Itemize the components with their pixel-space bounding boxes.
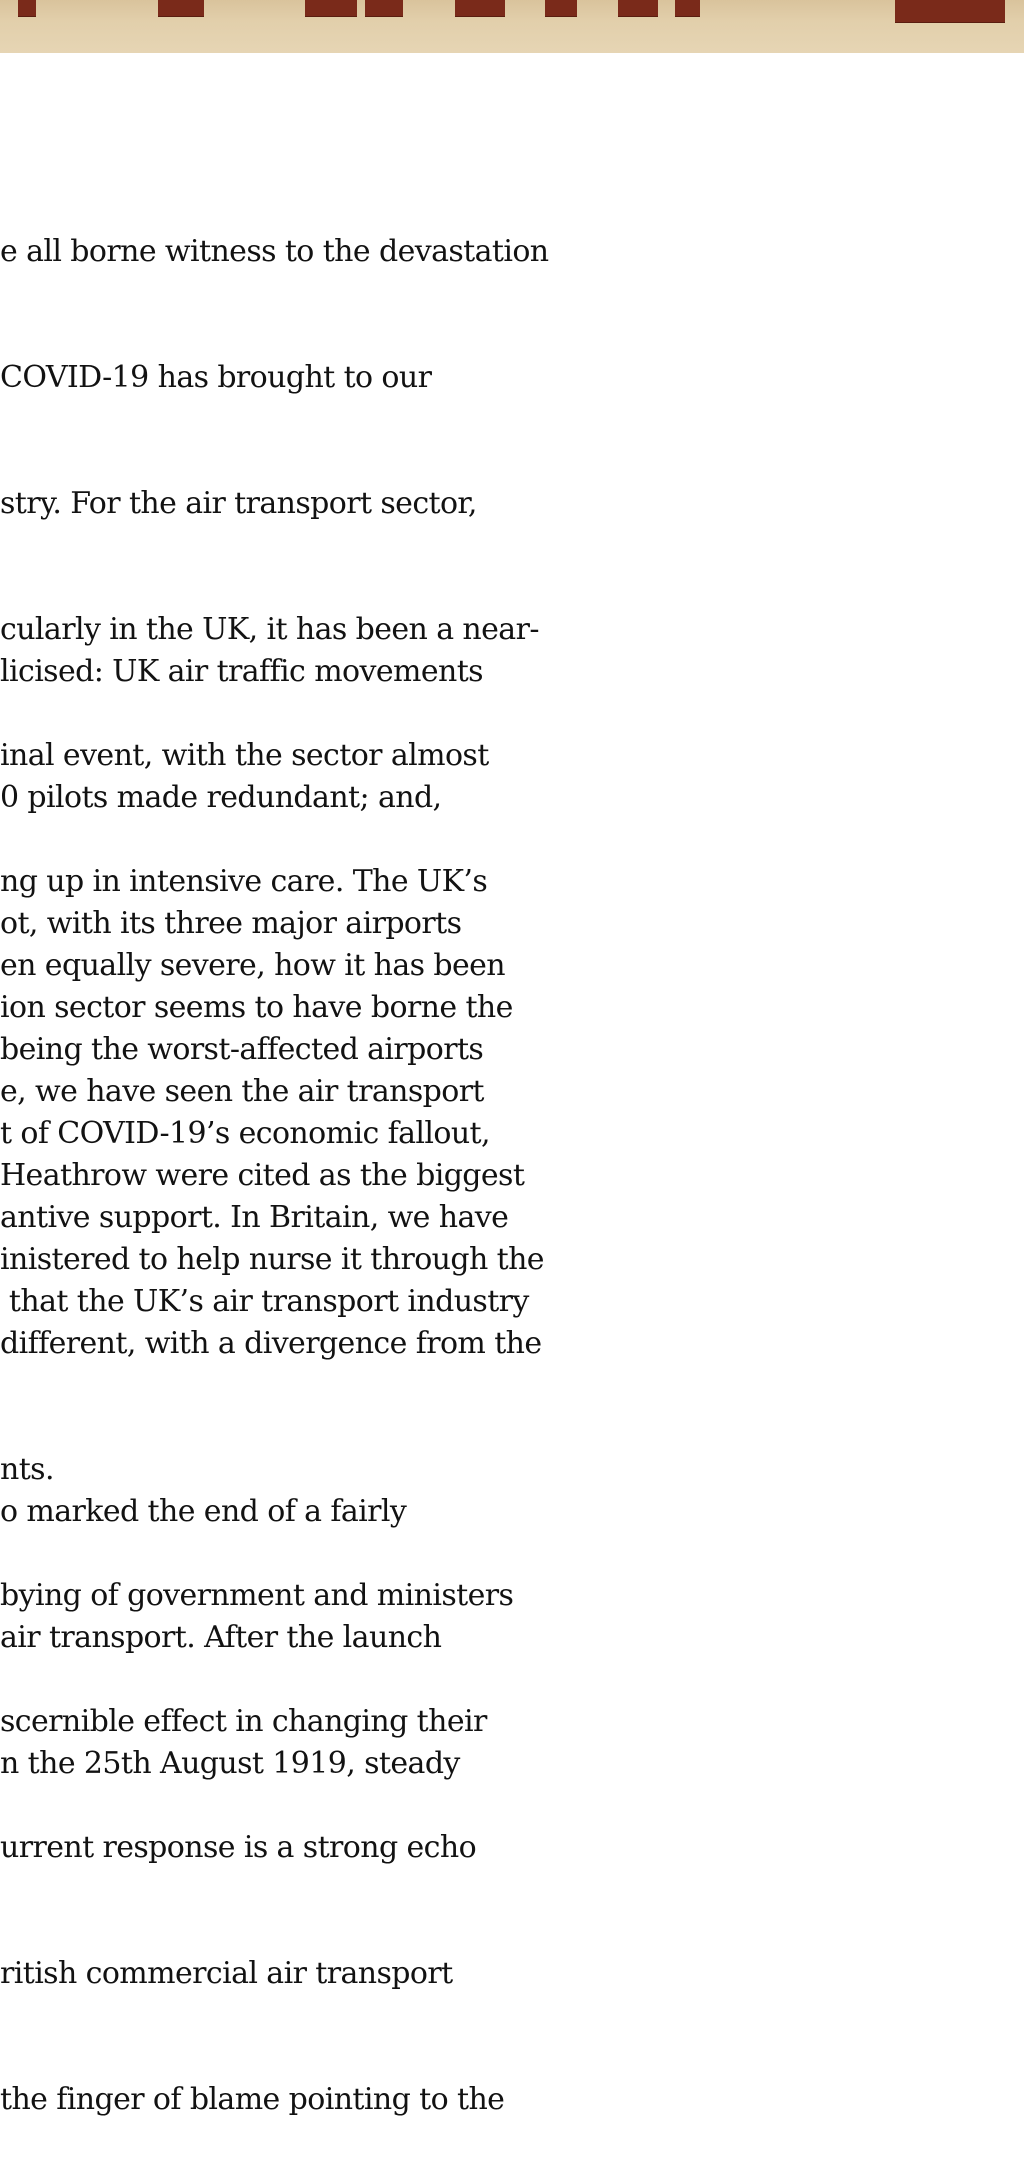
text-line: ion sector seems to have borne the (0, 990, 513, 1025)
text-line: bying of government and ministers (0, 1578, 514, 1613)
beach-hut (18, 0, 36, 17)
beach-hut (455, 0, 505, 17)
text-line: t of COVID-19’s economic fallout, (0, 1116, 490, 1151)
text-line: different, with a divergence from the (0, 1326, 542, 1361)
text-line: Heathrow were cited as the biggest (0, 1158, 525, 1193)
text-line: e all borne witness to the devastation (0, 234, 549, 269)
text-line: ritish commercial air transport (0, 1956, 453, 1991)
text-line: air transport. After the launch (0, 1620, 442, 1655)
text-line: n the 25th August 1919, steady (0, 1746, 460, 1781)
beach-hut (675, 0, 700, 17)
text-line: e, we have seen the air transport (0, 1074, 484, 1109)
text-line: urrent response is a strong echo (0, 1830, 477, 1865)
text-line: that the UK’s air transport industry (0, 1284, 529, 1319)
beach-hut (158, 0, 204, 17)
text-line: inistered to help nurse it through the (0, 1242, 544, 1277)
article-paragraph-4 (0, 1407, 460, 1827)
text-line: scernible effect in changing their (0, 1704, 487, 1739)
text-line: antive support. In Britain, we have (0, 1200, 509, 1235)
beach-hut (545, 0, 577, 17)
text-line: being the worst-affected airports (0, 1032, 484, 1067)
beach-hut (895, 0, 1005, 23)
text-line: cularly in the UK, it has been a near- (0, 612, 539, 647)
text-line: ng up in intensive care. The UK’s (0, 864, 488, 899)
beach-hut (365, 0, 403, 17)
text-line: o marked the end of a fairly (0, 1494, 407, 1529)
text-line: COVID-19 has brought to our (0, 360, 432, 395)
beach-hut (305, 0, 357, 17)
text-line: stry. For the air transport sector, (0, 486, 477, 521)
text-line: the finger of blame pointing to the (0, 2082, 505, 2117)
text-line: licised: UK air traffic movements (0, 654, 483, 689)
text-line: ot, with its three major airports (0, 906, 462, 941)
text-line: inal event, with the sector almost (0, 738, 489, 773)
hero-image-beach (0, 0, 1024, 53)
text-line: 0 pilots made redundant; and, (0, 780, 442, 815)
text-line: en equally severe, how it has been (0, 948, 506, 983)
text-line: nts. (0, 1452, 54, 1487)
beach-hut (618, 0, 658, 17)
